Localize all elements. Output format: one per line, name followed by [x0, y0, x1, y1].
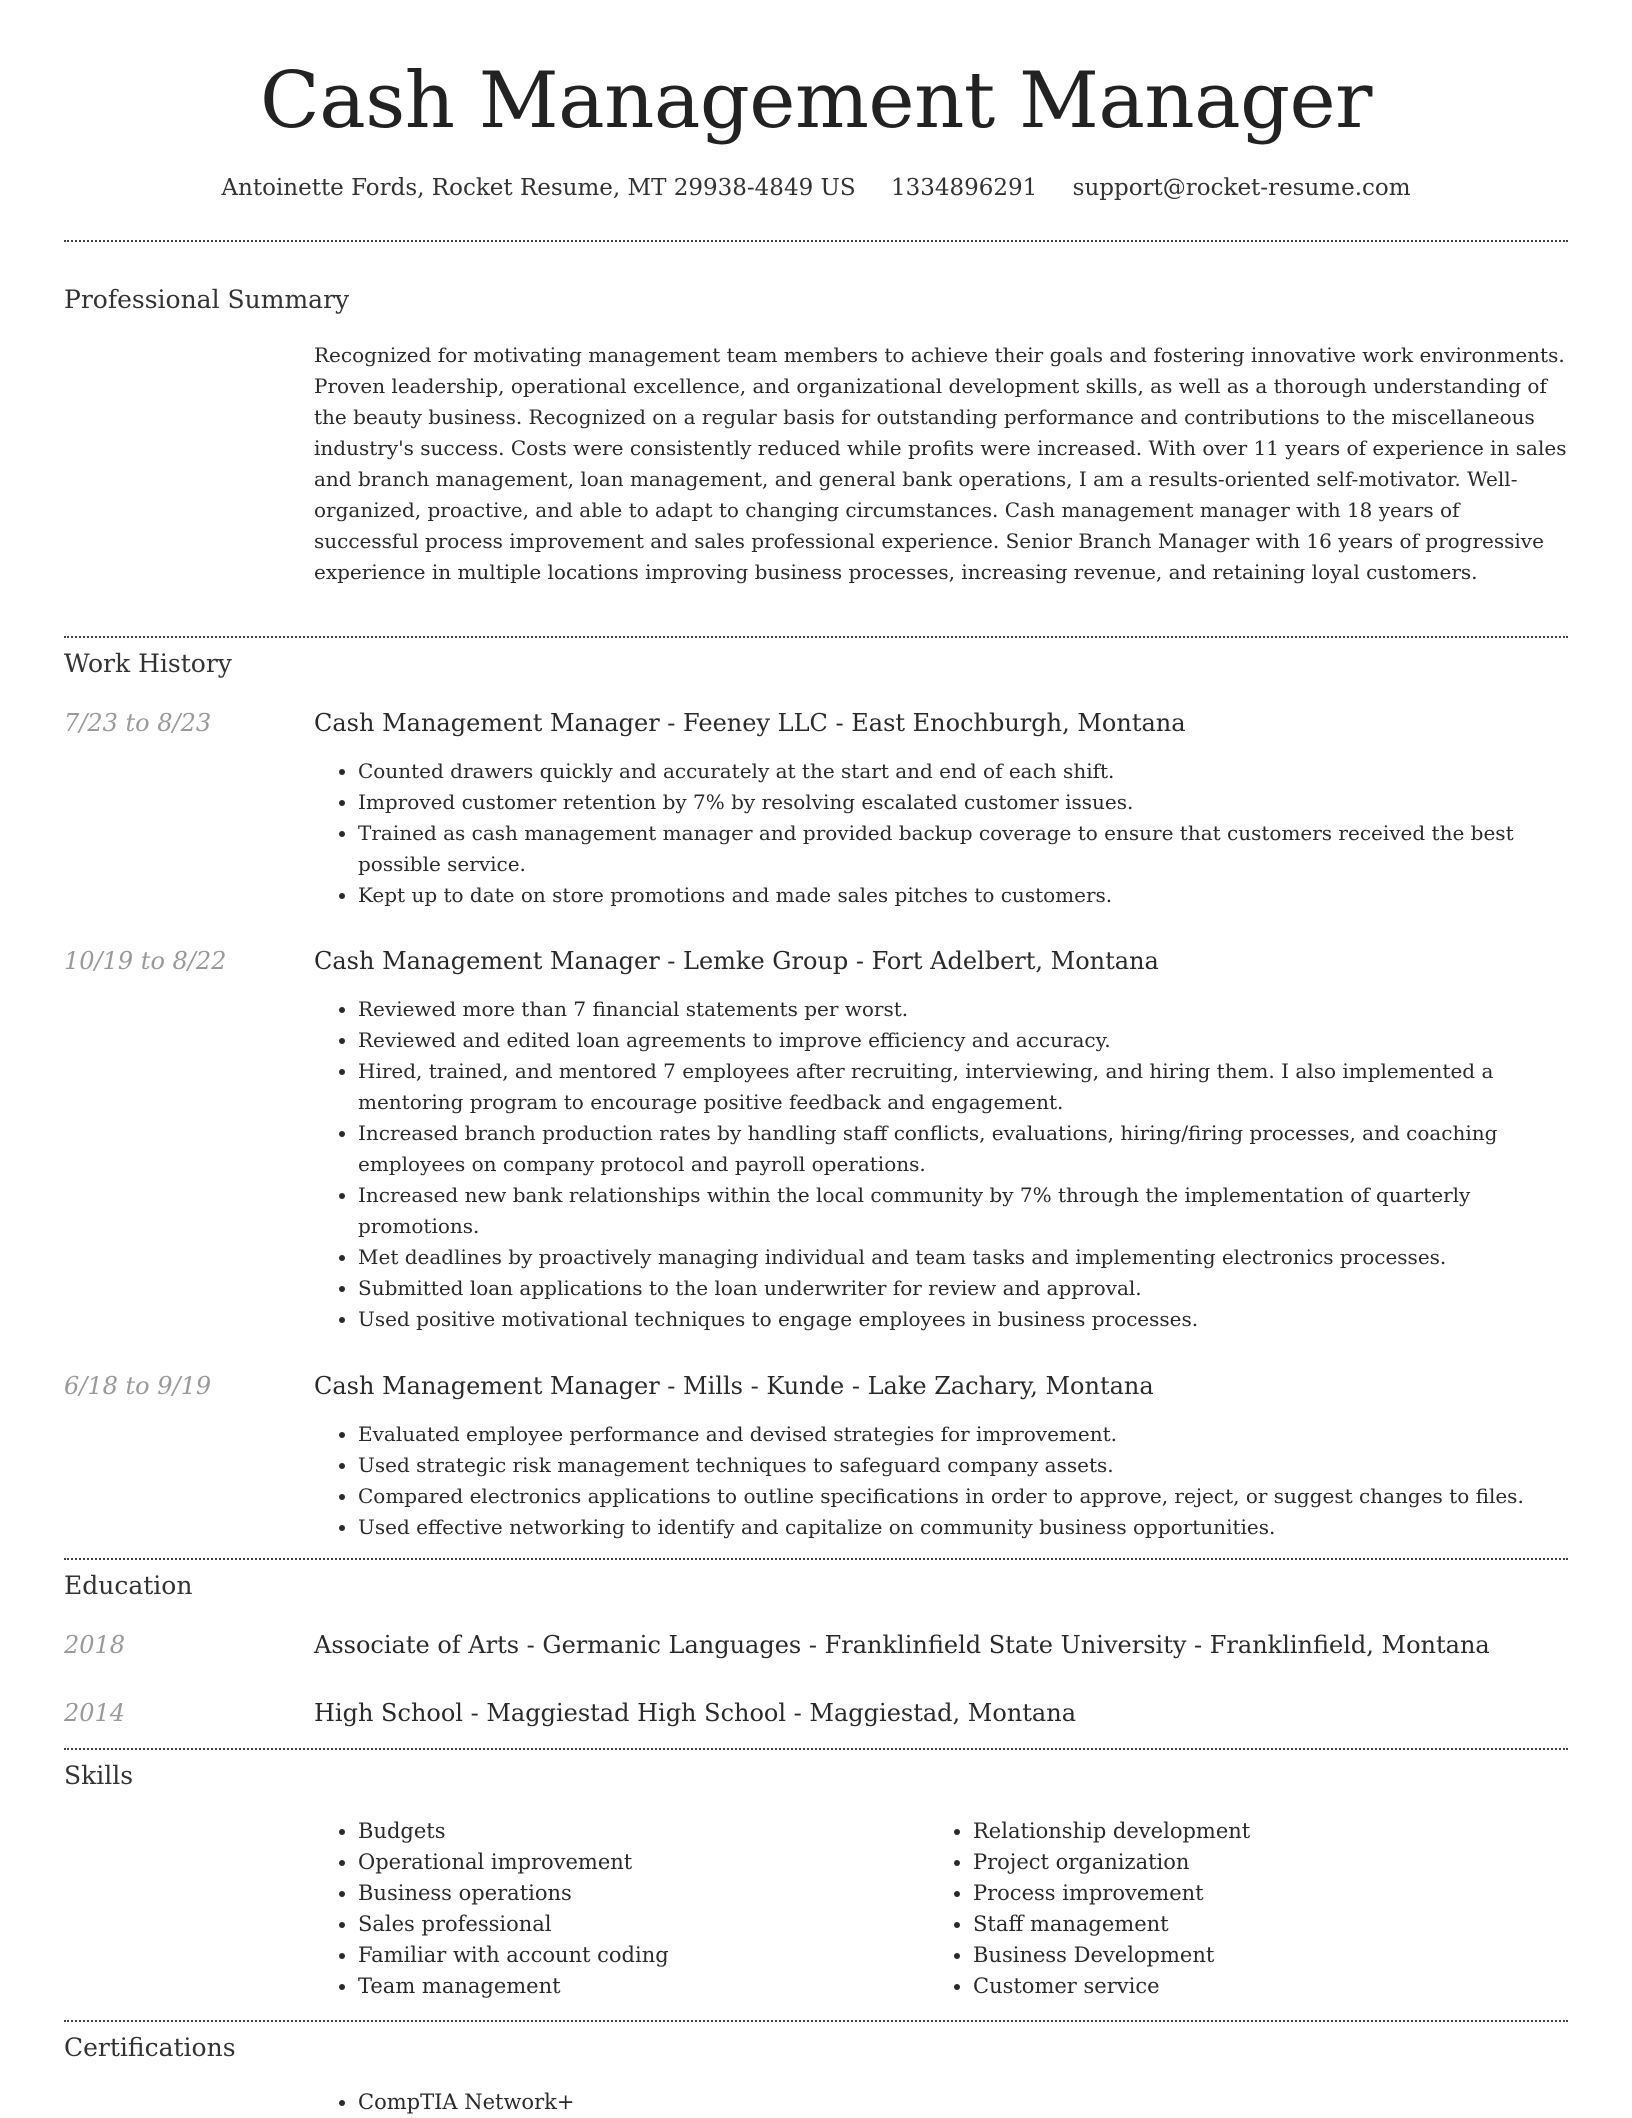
certifications-list [314, 2087, 574, 2118]
list-item: • Used effective networking to identify and capitalize on community business opportunities. [358, 1512, 1578, 1543]
education-title: Associate of Arts - Germanic Languages - Franklinfield State University - Franklinfield, Montana [314, 1631, 1490, 1659]
list-item: • Hired, trained, and mentored 7 employees after recruiting, interviewing, and hiring them. I also implemented a mentoring program to encourage positive feedback and engagement. [358, 1056, 1578, 1118]
summary-text: Recognized for motivating management team members to achieve their goals and fostering innovative work environments. Proven leadership, operational excellence, and organizational development skills, as well as a thorough understanding of the beauty business. Recognized on a regular basis for outstanding performance and contributions to the miscellaneous industry's success. Costs were consistently reduced while profits were increased. With over 11 years of experience in sales and branch management, loan management, and general bank operations, I am a results-oriented self-motivator. Well-organized, proactive, and able to adapt to changing circumstances. Cash management manager with 18 years of successful process improvement and sales professional experience. Senior Branch Manager with 16 years of progressive experience in multiple locations improving business processes, increasing revenue, and retaining loyal customers. [314, 343, 1567, 584]
job-dates: 6/18 to 9/19 [64, 1372, 212, 1400]
skills-list-right [929, 1816, 1250, 2002]
certifications-heading: Certifications [64, 2033, 236, 2062]
section-divider [64, 636, 1568, 638]
skill-item: • Familiar with account coding [358, 1940, 669, 1971]
work-history-heading: Work History [64, 649, 232, 678]
skill-item: • Budgets [358, 1816, 669, 1847]
job-bullets [314, 994, 1578, 1335]
skill-item: • Operational improvement [358, 1847, 669, 1878]
education-title: High School - Maggiestad High School - Maggiestad, Montana [314, 1699, 1076, 1727]
list-item: • Increased new bank relationships within the local community by 7% through the implementation of quarterly promotions. [358, 1180, 1578, 1242]
section-divider [64, 240, 1568, 242]
list-item: • Evaluated employee performance and devised strategies for improvement. [358, 1419, 1578, 1450]
list-item: • Trained as cash management manager and provided backup coverage to ensure that customers received the best possible service. [358, 818, 1578, 880]
skill-item: • Business Development [973, 1940, 1250, 1971]
skill-item: • Team management [358, 1971, 669, 2002]
job-title: Cash Management Manager - Lemke Group - Fort Adelbert, Montana [314, 947, 1159, 975]
section-divider [64, 1558, 1568, 1560]
list-item: • Used positive motivational techniques to engage employees in business processes. [358, 1304, 1578, 1335]
contact-phone: 1334896291 [890, 175, 1038, 201]
skills-heading: Skills [64, 1761, 134, 1790]
list-item: • Submitted loan applications to the loan underwriter for review and approval. [358, 1273, 1578, 1304]
list-item: • Reviewed more than 7 financial statements per worst. [358, 994, 1578, 1025]
skill-item: • Business operations [358, 1878, 669, 1909]
education-year: 2014 [64, 1699, 126, 1727]
education-heading: Education [64, 1571, 193, 1600]
skill-item: • Sales professional [358, 1909, 669, 1940]
job-bullets [314, 756, 1578, 911]
skill-item: • Staff management [973, 1909, 1250, 1940]
list-item: • Met deadlines by proactively managing individual and team tasks and implementing electronics processes. [358, 1242, 1578, 1273]
job-dates: 7/23 to 8/23 [64, 709, 212, 737]
section-divider [64, 2020, 1568, 2022]
contact-line [0, 168, 1632, 208]
skill-item: • Project organization [973, 1847, 1250, 1878]
list-item: • Compared electronics applications to outline specifications in order to approve, reject, or suggest changes to files. [358, 1481, 1578, 1512]
section-divider [64, 1748, 1568, 1750]
skill-item: • Process improvement [973, 1878, 1250, 1909]
list-item: • Reviewed and edited loan agreements to improve efficiency and accuracy. [358, 1025, 1578, 1056]
education-year: 2018 [64, 1631, 126, 1659]
contact-email[interactable]: support@rocket-resume.com [1072, 175, 1411, 201]
job-dates: 10/19 to 8/22 [64, 947, 227, 975]
skills-list-left [314, 1816, 669, 2002]
job-title: Cash Management Manager - Mills - Kunde - Lake Zachary, Montana [314, 1372, 1154, 1400]
certification-item: • CompTIA Network+ [358, 2087, 574, 2118]
summary-heading: Professional Summary [64, 285, 350, 314]
list-item: • Improved customer retention by 7% by resolving escalated customer issues. [358, 787, 1578, 818]
list-item: • Used strategic risk management techniques to safeguard company assets. [358, 1450, 1578, 1481]
skill-item: • Customer service [973, 1971, 1250, 2002]
contact-address: Antoinette Fords, Rocket Resume, MT 29938-4849 US [221, 175, 856, 201]
job-title: Cash Management Manager - Feeney LLC - East Enochburgh, Montana [314, 709, 1186, 737]
list-item: • Counted drawers quickly and accurately at the start and end of each shift. [358, 756, 1578, 787]
job-bullets [314, 1419, 1578, 1543]
list-item: • Kept up to date on store promotions and made sales pitches to customers. [358, 880, 1578, 911]
resume-name-title: Cash Management Manager [260, 56, 1372, 146]
skill-item: • Relationship development [973, 1816, 1250, 1847]
list-item: • Increased branch production rates by handling staff conflicts, evaluations, hiring/firing processes, and coaching employees on company protocol and payroll operations. [358, 1118, 1578, 1180]
